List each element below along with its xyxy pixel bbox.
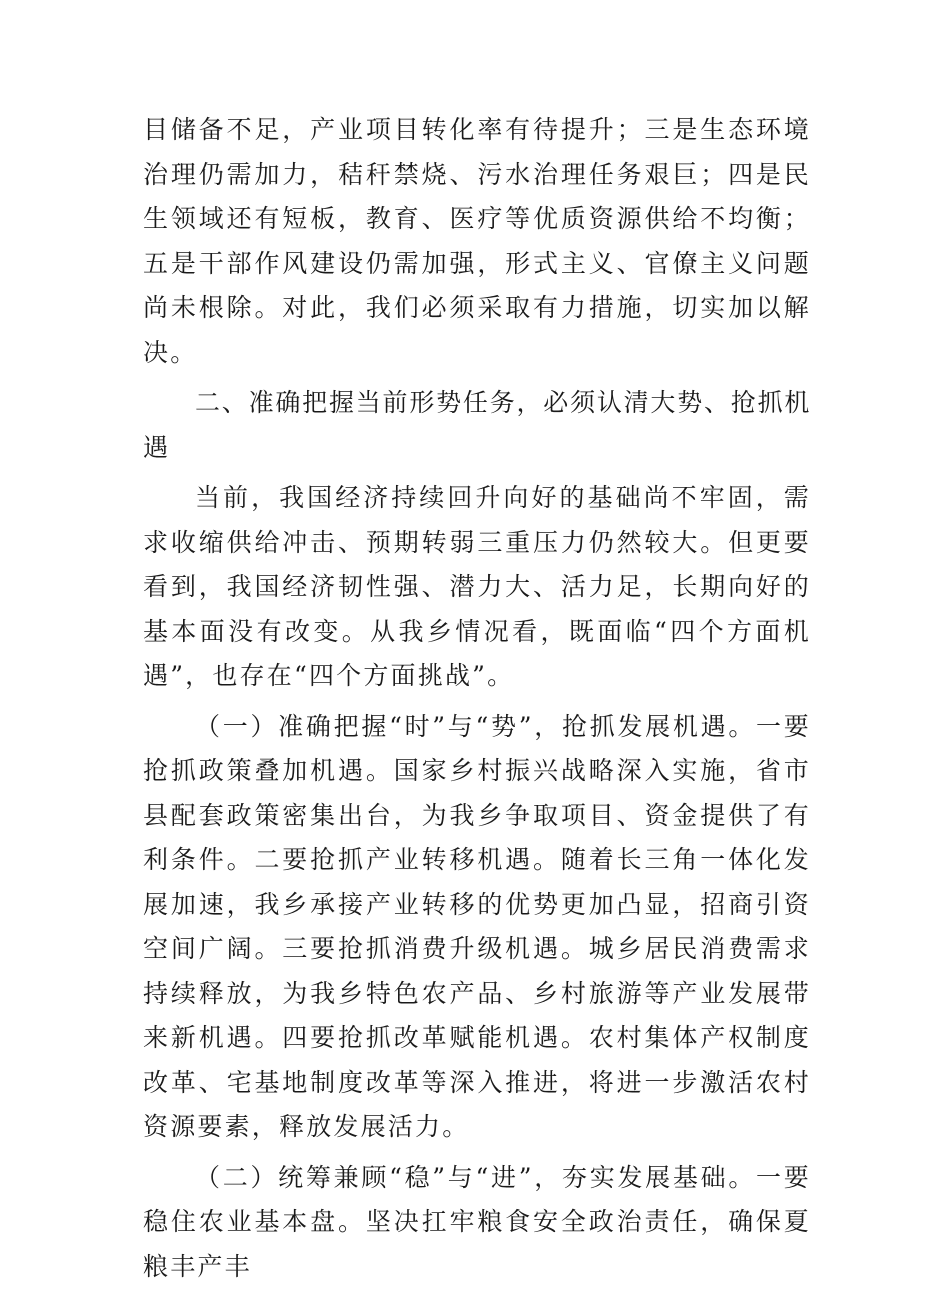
paragraph-opportunities: （一）准确把握“时”与“势”，抢抓发展机遇。一要抢抓政策叠加机遇。国家乡村振兴战略深入实施，省市县配套政策密集出台，为我乡争取项目、资金提供了有利条件。二要抢抓产业转移机遇。随着长三角一体化发展加速，我乡承接产业转移的优势更加凸显，招商引资空间广阔。三要抢抓消费升级机遇。城乡居民消费需求持续释放，为我乡特色农产品、乡村旅游等产业发展带来新机遇。四要抢抓改革赋能机遇。农村集体产权制度改革、宅基地制度改革等深入推进，将进一步激活农村资源要素，释放发展活力。 <box>143 711 811 1141</box>
paragraph-continued: 目储备不足，产业项目转化率有待提升；三是生态环境治理仍需加力，秸秆禁烧、污水治理任务艰巨；四是民生领域还有短板，教育、医疗等优质资源供给不均衡；五是干部作风建设仍需加强，形式主义、官僚主义问题尚未根除。对此，我们必须采取有力措施，切实加以解决。 <box>143 115 811 367</box>
paragraph-stability: （二）统筹兼顾“稳”与“进”，夯实发展基础。一要稳住农业基本盘。坚决扛牢粮食安全政治责任，确保夏粮丰产丰 <box>143 1162 811 1281</box>
paragraph-situation: 当前，我国经济持续回升向好的基础尚不牢固，需求收缩供给冲击、预期转弱三重压力仍然较大。但更要看到，我国经济韧性强、潜力大、活力足，长期向好的基本面没有改变。从我乡情况看，既面临“四个方面机遇”，也存在“四个方面挑战”。 <box>143 483 811 690</box>
section-heading: 二、准确把握当前形势任务，必须认清大势、抢抓机遇 <box>143 388 811 462</box>
document-body <box>143 108 811 1295</box>
